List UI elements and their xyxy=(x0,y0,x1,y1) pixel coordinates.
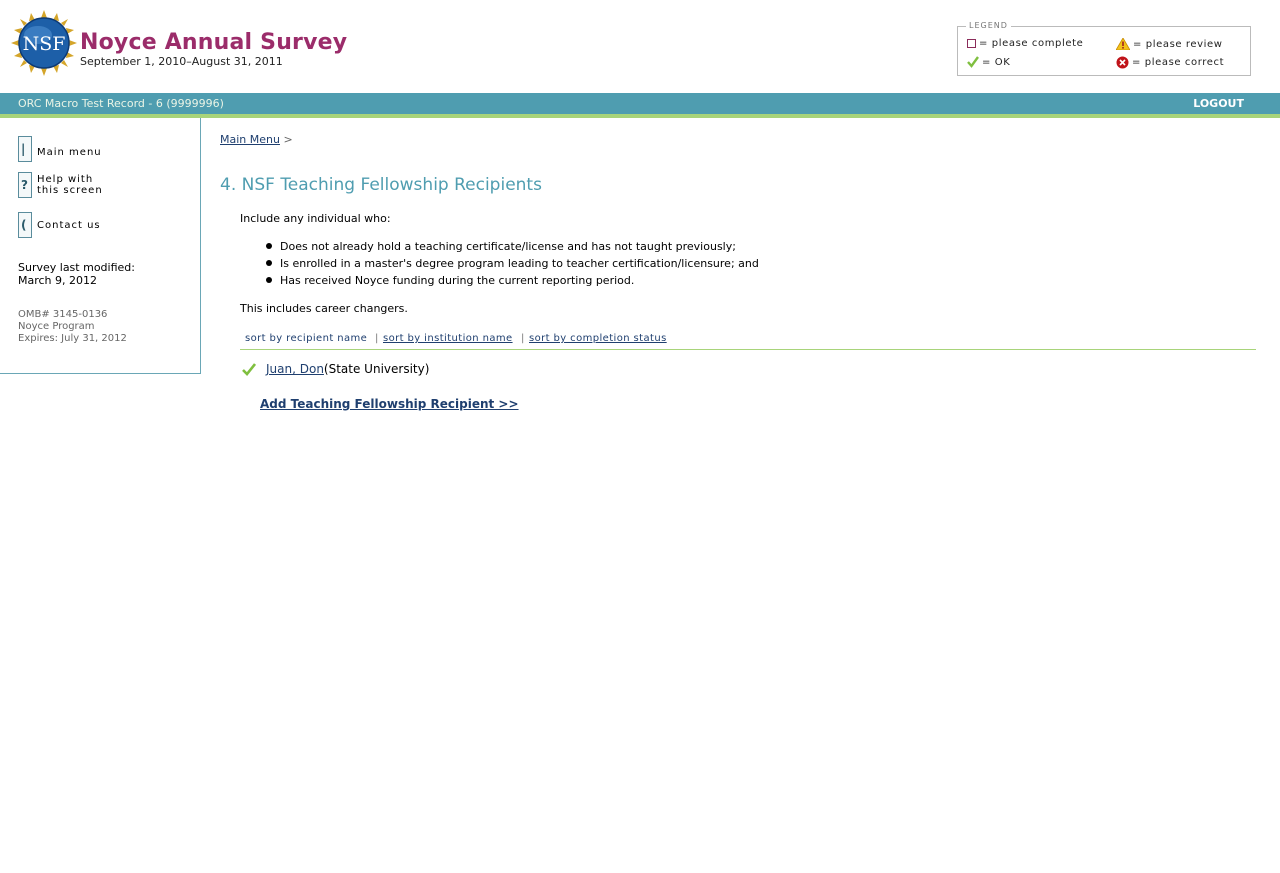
reporting-period: September 1, 2010–August 31, 2011 xyxy=(80,55,283,68)
omb-number: OMB# 3145-0136 xyxy=(18,309,108,320)
legend-please-correct-label: = please correct xyxy=(1132,57,1225,68)
sort-by-recipient: sort by recipient name xyxy=(245,333,368,344)
table-row xyxy=(242,362,429,376)
legend-please-review xyxy=(1116,38,1223,50)
legend-ok-label: = OK xyxy=(982,56,1011,68)
omb-info xyxy=(18,309,188,345)
last-modified-date: March 9, 2012 xyxy=(18,274,98,287)
check-icon xyxy=(242,363,256,376)
expiry-date: Expires: July 31, 2012 xyxy=(18,333,127,344)
legend-please-complete-label: = please complete xyxy=(979,38,1084,49)
app-title: Noyce Annual Survey xyxy=(80,30,348,55)
recipient-institution: (State University) xyxy=(323,362,430,376)
header xyxy=(0,0,1280,93)
sort-by-institution-link[interactable]: sort by institution name xyxy=(383,333,513,344)
phone-icon: ( xyxy=(18,212,32,238)
legend-please-correct xyxy=(1116,56,1224,69)
help-label-line2: this screen xyxy=(37,185,103,196)
sidebar-item-help[interactable] xyxy=(18,172,127,198)
legend-please-review-label: = please review xyxy=(1133,38,1223,50)
help-icon: ? xyxy=(18,172,32,198)
legend-box xyxy=(957,21,1251,76)
list-item: Is enrolled in a master's degree program leading to teacher certification/licensure; and xyxy=(264,255,759,272)
help-label-line1: Help with xyxy=(37,174,94,185)
check-icon xyxy=(967,56,979,68)
record-label: ORC Macro Test Record - 6 (9999996) xyxy=(18,97,224,110)
add-recipient-link[interactable]: Add Teaching Fellowship Recipient >> xyxy=(260,397,519,411)
empty-box-icon xyxy=(967,39,976,48)
sort-separator: | xyxy=(521,333,525,344)
sort-bar xyxy=(240,331,1256,350)
legend-please-complete xyxy=(967,38,1083,49)
sort-by-status-link[interactable]: sort by completion status xyxy=(529,333,667,344)
list-item: Has received Noyce funding during the current reporting period. xyxy=(264,272,759,289)
main-menu-icon: | xyxy=(18,136,32,162)
sidebar-item-label: Main menu xyxy=(37,146,102,158)
sidebar-item-contact[interactable] xyxy=(18,212,127,238)
list-item: Does not already hold a teaching certificate/license and has not taught previously; xyxy=(264,238,759,255)
breadcrumb-separator: > xyxy=(283,133,293,146)
svg-text:NSF: NSF xyxy=(22,33,66,55)
breadcrumb xyxy=(220,133,293,146)
last-modified xyxy=(18,261,178,287)
nsf-logo xyxy=(11,10,77,76)
sidebar-item-label xyxy=(37,174,127,196)
top-bar xyxy=(0,93,1280,118)
legend-title: LEGEND xyxy=(966,21,1011,30)
program-name: Noyce Program xyxy=(18,321,95,332)
last-modified-label: Survey last modified: xyxy=(18,261,135,274)
error-icon xyxy=(1116,56,1129,69)
sidebar xyxy=(0,118,201,374)
career-note: This includes career changers. xyxy=(240,302,408,315)
page-title: 4. NSF Teaching Fellowship Recipients xyxy=(220,175,542,195)
criteria-list xyxy=(264,238,759,289)
recipient-name-link[interactable]: Juan, Don xyxy=(266,362,324,376)
intro-text: Include any individual who: xyxy=(240,212,391,225)
sidebar-item-label: Contact us xyxy=(37,219,101,231)
sidebar-item-main-menu[interactable] xyxy=(18,136,127,162)
warning-icon xyxy=(1116,38,1130,50)
breadcrumb-main-menu-link[interactable]: Main Menu xyxy=(220,133,280,146)
legend-ok xyxy=(967,56,1010,68)
logout-button[interactable]: LOGOUT xyxy=(1193,97,1244,110)
sort-separator: | xyxy=(375,333,379,344)
